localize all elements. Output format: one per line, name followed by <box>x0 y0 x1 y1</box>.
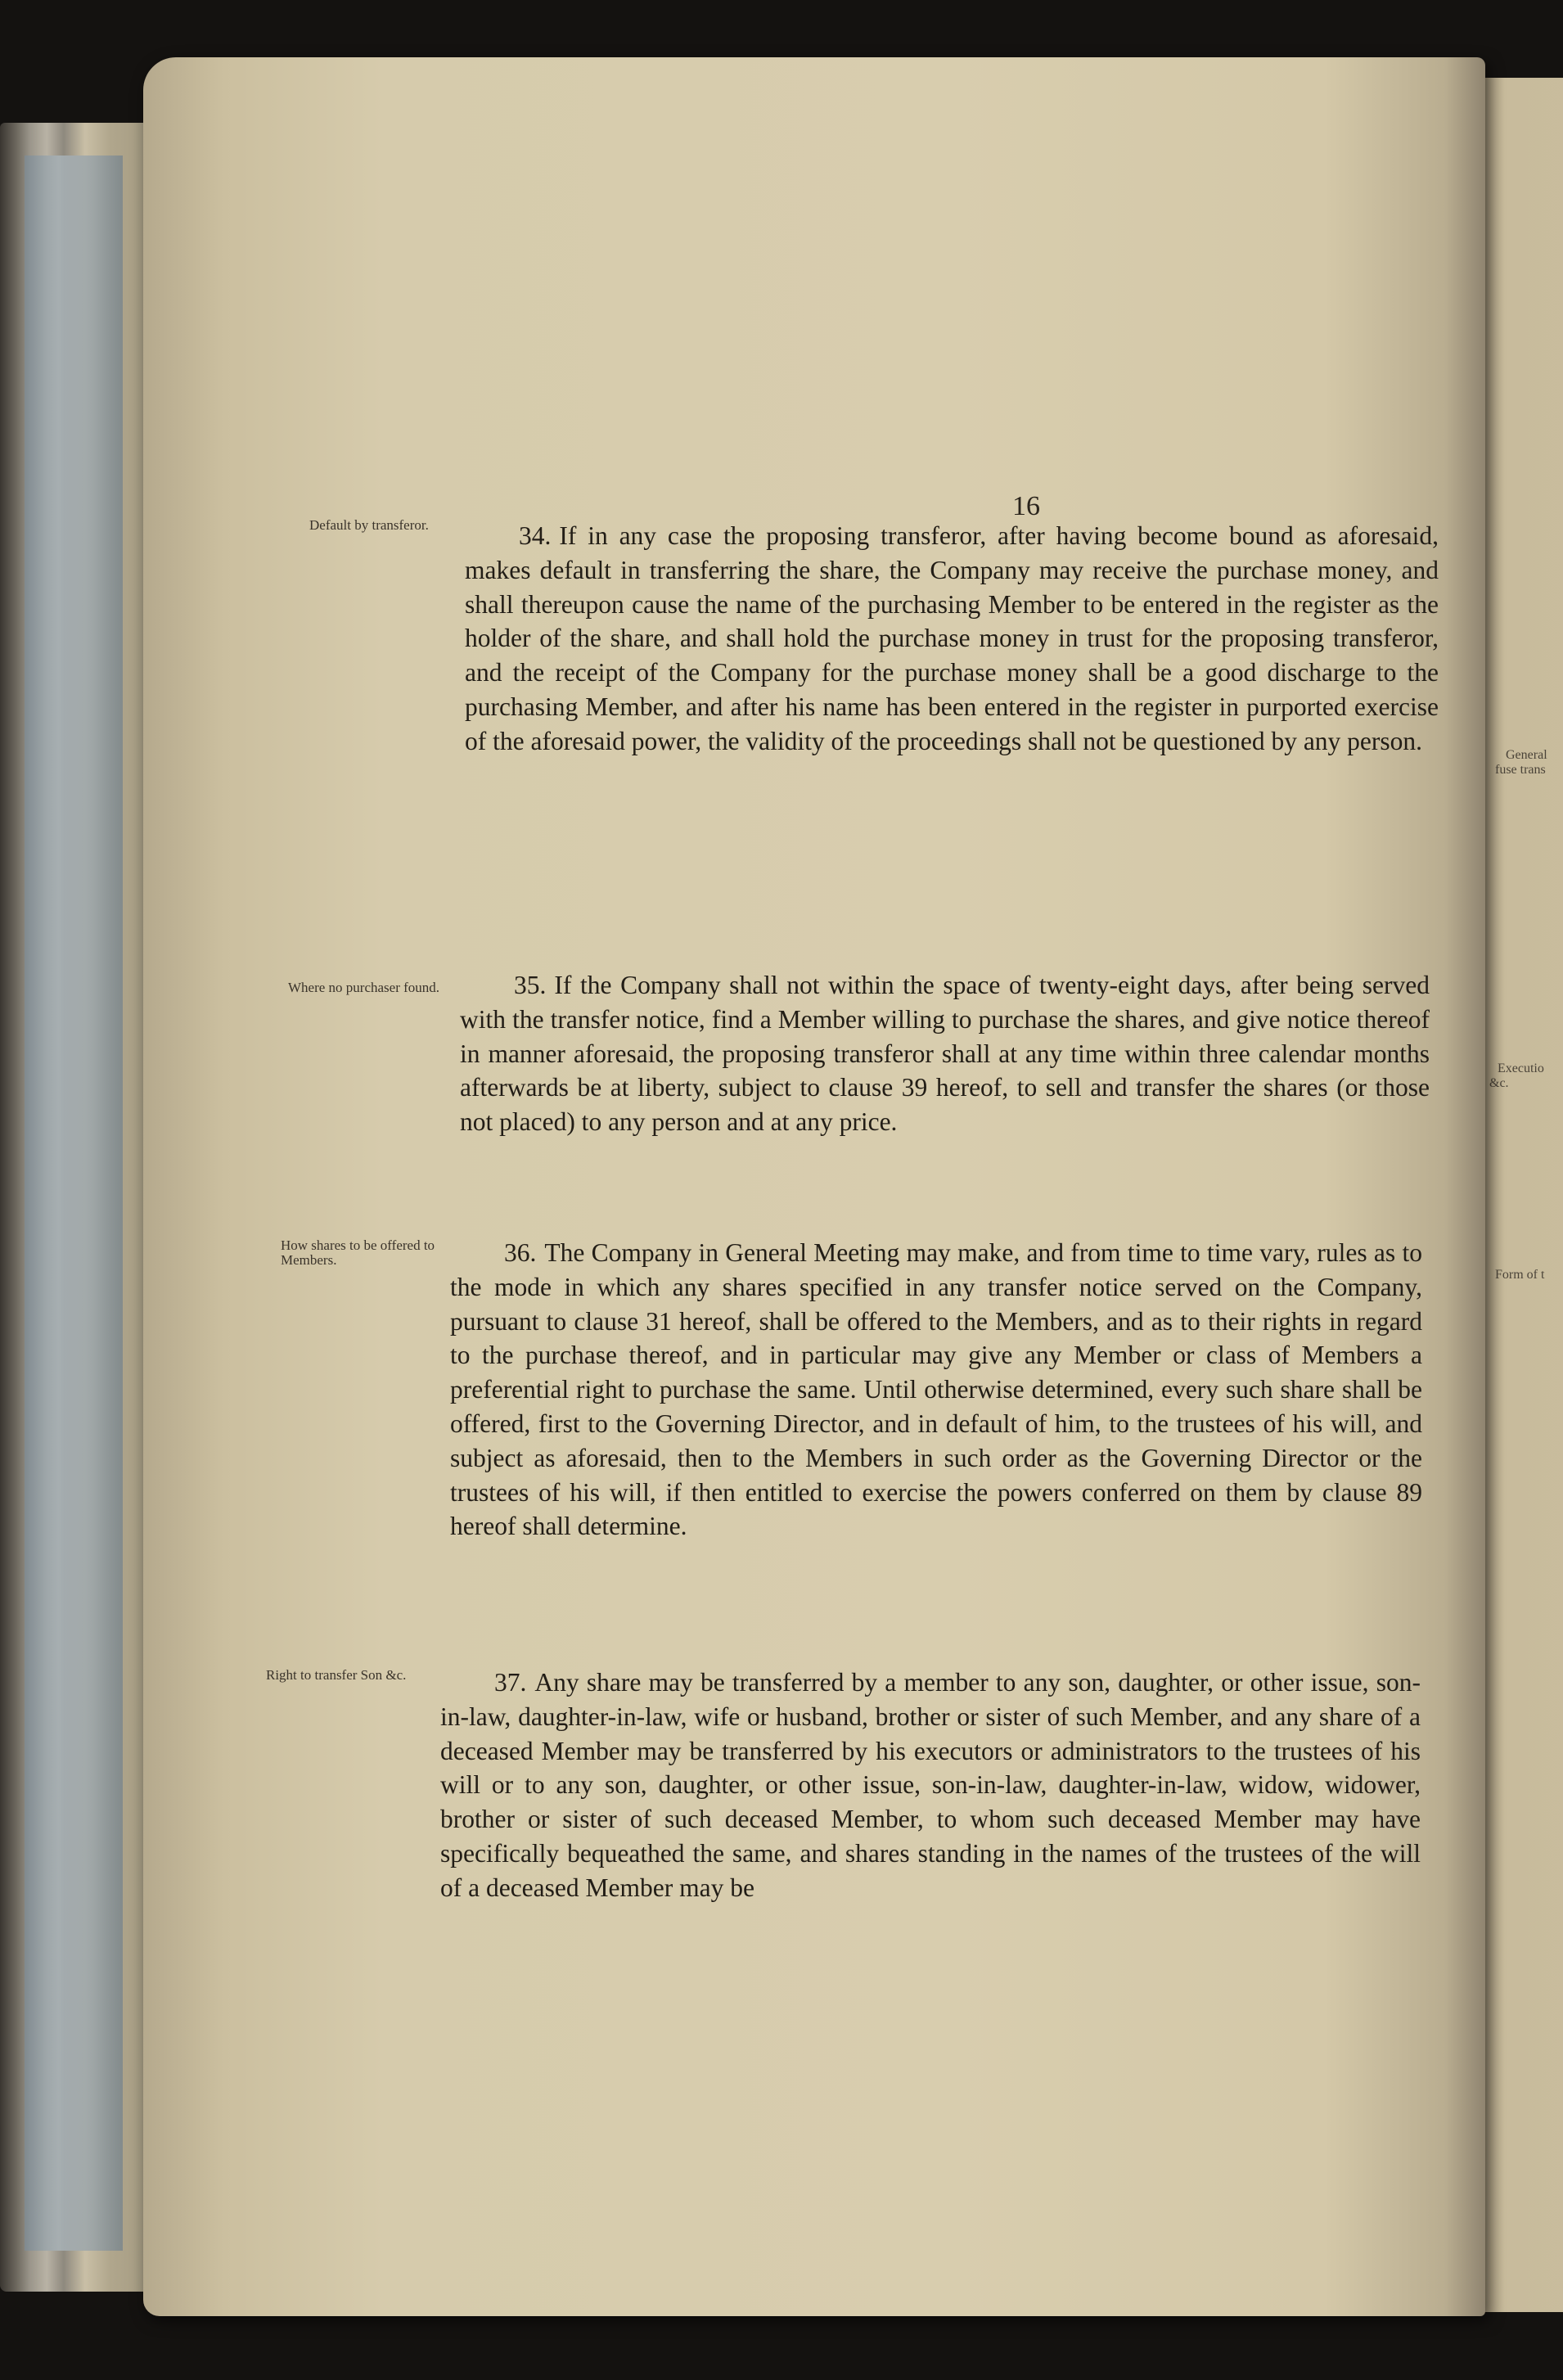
facing-page <box>1473 78 1563 2312</box>
margin-note-default-by-transferor: Default by transferor. <box>309 517 429 533</box>
clause-number: 37. <box>494 1668 527 1697</box>
clause-text: If the Company shall not within the space of twenty-eight days, after being served with the transfer notice, find a Member willing to purchase the shares, and give notice thereof in manner aforesaid, the proposing transferor shall at any time within three calendar months afterwards be at liberty, subject to clause 39 hereof, to sell and transfer the shares (or those not placed) to any person and at any price. <box>460 971 1430 1137</box>
page-number: 16 <box>1012 491 1040 521</box>
clause-36 <box>450 1236 1422 1544</box>
clause-text: The Company in General Meeting may make, and from time to time vary, rules as to the mode in which any shares specified in any transfer notice served on the Company, pursuant to clause 31 hereof, shall be offered to the Members, and as to their rights in regard to the purchase thereof, and in particular may give any Member or class of Members a preferential right to purchase the same. Until otherwise determined, every such share shall be offered, first to the Governing Director, and in default of him, to the trustees of his will, and subject as aforesaid, then to the Members in such order as the Governing Director or the trustees of his will, if then entitled to exercise the powers conferred on them by clause 89 hereof shall determine. <box>450 1238 1422 1541</box>
book-spine-strip <box>25 156 123 2251</box>
clause-number: 36. <box>504 1238 537 1267</box>
clause-number: 34. <box>519 521 552 550</box>
facing-page-note: &c. <box>1489 1076 1509 1090</box>
clause-text: Any share may be transferred by a member to any son, daughter, or other issue, son-in-law, daughter-in-law, wife or husband, brother or sister of such Member, and any share of a deceased Member may be transferred by his executors or administrators to the trustees of his will or to any son, daughter, or other issue, son-in-law, daughter-in-law, widow, widower, brother or sister of such deceased Member, to whom such deceased Member may have specifically bequeathed the same, and shares standing in the names of the trustees of the will of a deceased Member may be <box>440 1668 1421 1902</box>
clause-34 <box>465 519 1439 759</box>
clause-number: 35. <box>514 971 547 999</box>
facing-page-note: Form of t <box>1495 1268 1545 1282</box>
facing-page-note: Executio <box>1498 1062 1544 1075</box>
facing-page-note: fuse trans <box>1495 763 1546 777</box>
clause-37 <box>440 1666 1421 1905</box>
margin-note-right-to-transfer: Right to transfer Son &c. <box>266 1667 407 1683</box>
clause-35 <box>460 968 1430 1139</box>
facing-page-note: General <box>1506 748 1547 762</box>
margin-note-where-no-purchaser: Where no purchaser found. <box>288 980 440 995</box>
document-page <box>143 57 1485 2316</box>
margin-note-how-shares-offered: How shares to be offered to Members. <box>281 1237 435 1268</box>
clause-text: If in any case the proposing transferor, after having become bound as aforesaid, makes default in transferring the share, the Company may receive the purchase money, and shall thereupon cause the name of the purchasing Member to be entered in the register as the holder of the share, and shall hold the purchase money in trust for the proposing transferor, and the receipt of the Company for the purchase money shall be a good discharge to the purchasing Member, and after his name has been entered in the register in purported exercise of the aforesaid power, the validity of the proceedings shall not be questioned by any person. <box>465 521 1439 755</box>
